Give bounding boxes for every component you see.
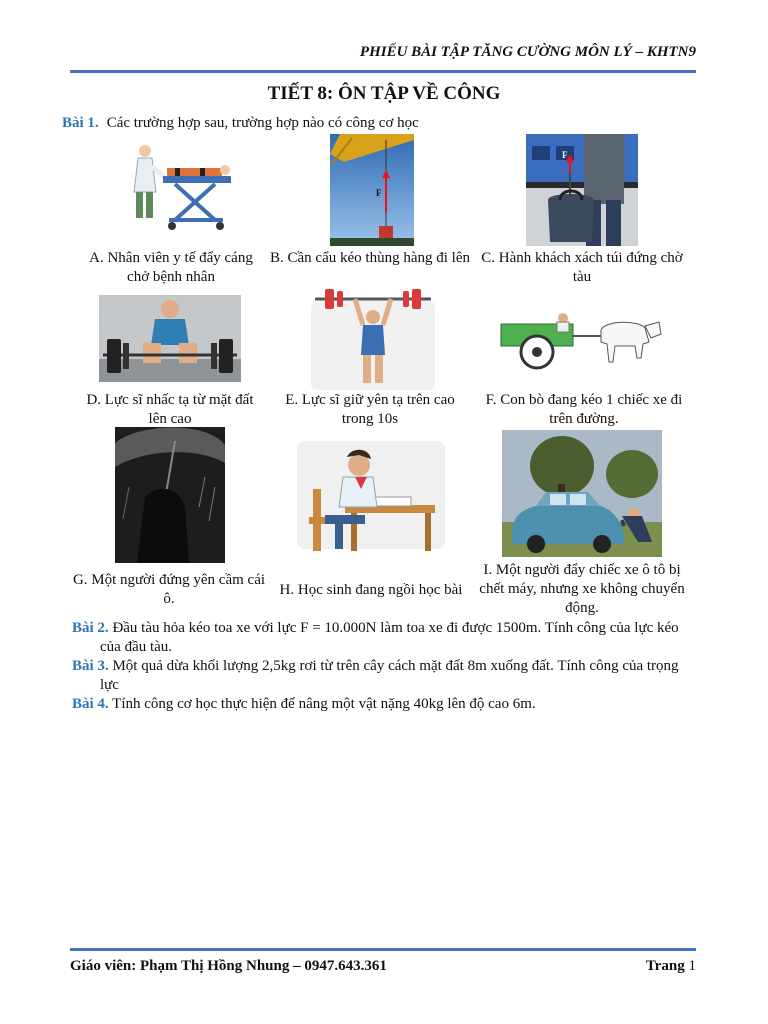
bai4-text: Tính công cơ học thực hiện để nâng một vật nặng 40kg lên độ cao 6m.	[108, 696, 536, 712]
bai1-question	[62, 115, 419, 132]
bai4-label: Bài 4.	[72, 696, 109, 712]
force-label: F	[376, 188, 382, 198]
pushing-car-image	[502, 430, 662, 557]
stretcher-image	[105, 140, 235, 235]
option-d-caption: D. Lực sĩ nhấc tạ từ mặt đất lên cao	[86, 392, 254, 427]
problems-section	[72, 619, 698, 714]
option-i-caption: I. Một người đẩy chiếc xe ô tô bị chết máy, nhưng xe không chuyển động.	[479, 562, 685, 616]
bai4-problem	[72, 695, 698, 714]
page-number: 1	[688, 958, 696, 974]
option-f-caption: F. Con bò đang kéo 1 chiếc xe đi trên đường.	[485, 392, 683, 427]
ox-cart-image	[497, 300, 664, 372]
bai1-text: Các trường hợp sau, trường hợp nào có công cơ học	[106, 115, 419, 131]
student-desk-image	[295, 437, 447, 554]
page-footer	[70, 958, 696, 975]
header-rule	[70, 70, 696, 73]
teacher-info: Giáo viên: Phạm Thị Hồng Nhung – 0947.643.361	[70, 958, 387, 974]
bai1-label: Bài 1.	[62, 115, 99, 131]
page-title: TIẾT 8: ÔN TẬP VỀ CÔNG	[267, 83, 501, 104]
bai3-problem	[72, 657, 698, 695]
page-header: PHIẾU BÀI TẬP TĂNG CƯỜNG MÔN LÝ – KHTN9	[359, 44, 696, 60]
passenger-bag-image	[526, 134, 638, 246]
weightlifter-overhead-image	[305, 285, 441, 390]
option-e-caption: E. Lực sĩ giữ yên tạ trên cao trong 10s	[285, 392, 455, 427]
option-g-caption: G. Một người đứng yên cầm cái ô.	[72, 572, 266, 607]
umbrella-image	[115, 427, 225, 563]
bai3-text: Một quả dừa khối lượng 2,5kg rơi từ trên cây cách mặt đất 8m xuống đất. Tính công của trọng lực	[100, 658, 679, 693]
force-label-c: F	[562, 150, 568, 160]
weightlifter-deadlift-image	[99, 295, 241, 382]
crane-image	[330, 134, 414, 246]
page-indicator	[646, 958, 696, 975]
option-h-caption: H. Học sinh đang ngồi học bài	[279, 582, 463, 598]
bai2-problem	[72, 619, 698, 657]
bai2-text: Đầu tàu hỏa kéo toa xe với lực F = 10.000N làm toa xe đi được 1500m. Tính công của lực kéo của đầu tàu.	[100, 620, 679, 655]
page-label: Trang	[645, 958, 685, 974]
footer-rule	[70, 948, 696, 951]
option-b-caption: B. Cần cẩu kéo thùng hàng đi lên	[270, 250, 470, 266]
option-c-caption: C. Hành khách xách túi đứng chờ tàu	[481, 250, 683, 285]
bai3-label: Bài 3.	[72, 658, 109, 674]
bai2-label: Bài 2.	[72, 620, 109, 636]
option-a-caption: A. Nhân viên y tế đẩy cáng chở bệnh nhân	[89, 250, 253, 285]
